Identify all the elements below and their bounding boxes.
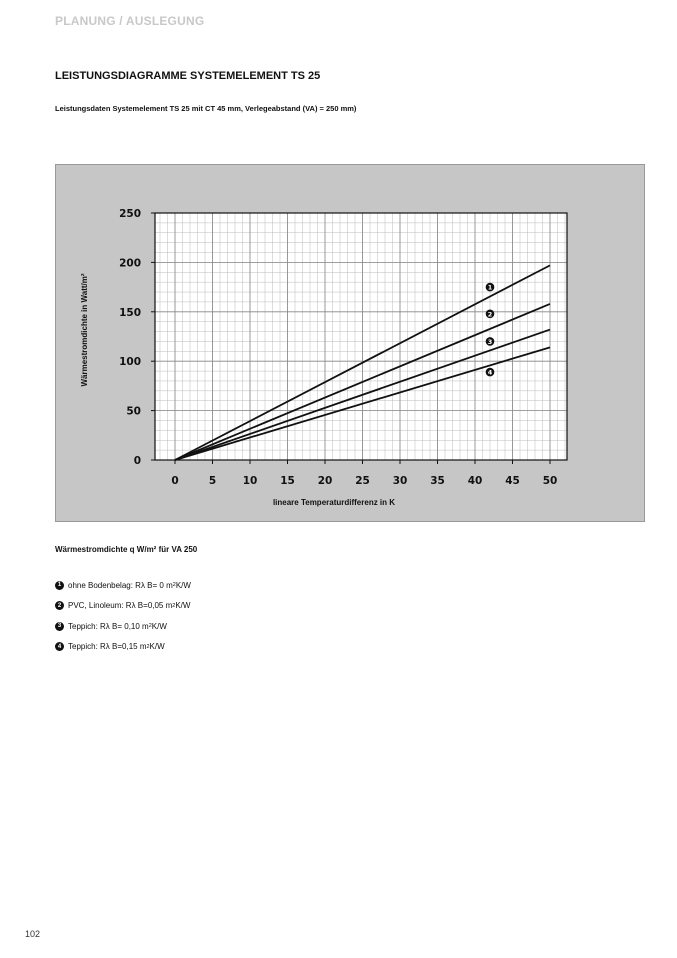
legend-superscript: 2 xyxy=(172,602,176,609)
legend-unit: K/W xyxy=(149,642,165,652)
page-number: 102 xyxy=(25,929,41,939)
legend-marker-icon: 3 xyxy=(55,622,64,631)
legend xyxy=(55,575,191,657)
legend-item xyxy=(55,637,191,658)
x-tick-label: 45 xyxy=(505,475,520,487)
series-marker-label: 3 xyxy=(487,337,493,346)
series-marker-label: 2 xyxy=(487,310,493,319)
x-tick-label: 0 xyxy=(171,475,179,487)
legend-unit: K/W xyxy=(151,621,167,631)
legend-text: Teppich: Rλ B=0,15 m xyxy=(68,642,147,652)
legend-text: ohne Bodenbelag: Rλ B= 0 m xyxy=(68,580,173,590)
x-tick-label: 35 xyxy=(430,475,445,487)
y-tick-label: 0 xyxy=(133,455,141,467)
section-header: PLANUNG / AUSLEGUNG xyxy=(55,14,205,28)
legend-item xyxy=(55,575,191,596)
y-tick-label: 100 xyxy=(119,356,141,369)
x-tick-label: 25 xyxy=(355,475,370,487)
legend-unit: K/W xyxy=(175,601,191,611)
performance-chart xyxy=(56,165,646,523)
y-tick-label: 200 xyxy=(119,257,141,270)
legend-superscript: 2 xyxy=(146,643,150,650)
y-tick-label: 250 xyxy=(119,208,141,220)
page-title: LEISTUNGSDIAGRAMME SYSTEMELEMENT TS 25 xyxy=(55,70,321,82)
x-tick-label: 5 xyxy=(208,475,217,487)
x-tick-label: 20 xyxy=(317,475,333,487)
x-axis-label: lineare Temperaturdifferenz in K xyxy=(272,498,396,507)
legend-superscript: 2 xyxy=(148,623,152,630)
y-tick-label: 150 xyxy=(119,306,141,319)
x-tick-label: 40 xyxy=(467,475,483,487)
legend-unit: K/W xyxy=(175,580,191,590)
series-marker-label: 1 xyxy=(487,283,493,292)
legend-superscript: 2 xyxy=(172,582,176,589)
legend-text: Teppich: Rλ B= 0,10 m xyxy=(68,621,149,631)
x-tick-label: 15 xyxy=(280,475,295,487)
legend-title: Wärmestromdichte q W/m² für VA 250 xyxy=(55,545,198,554)
x-tick-label: 10 xyxy=(242,475,258,487)
x-tick-label: 50 xyxy=(542,475,558,487)
legend-item xyxy=(55,596,191,617)
y-axis-label: Wärmestromdichte in Watt/m² xyxy=(80,273,89,387)
series-marker-label: 4 xyxy=(487,368,493,377)
legend-marker-icon: 4 xyxy=(55,642,64,651)
chart-panel xyxy=(55,164,645,522)
legend-item xyxy=(55,616,191,637)
legend-text: PVC, Linoleum: Rλ B=0,05 m xyxy=(68,601,173,611)
x-tick-label: 30 xyxy=(392,475,408,487)
legend-marker-icon: 1 xyxy=(55,581,64,590)
legend-marker-icon: 2 xyxy=(55,601,64,610)
y-tick-label: 50 xyxy=(126,405,141,418)
chart-subtitle: Leistungsdaten Systemelement TS 25 mit CT 45 mm, Verlegeabstand (VA) = 250 mm) xyxy=(55,104,357,113)
